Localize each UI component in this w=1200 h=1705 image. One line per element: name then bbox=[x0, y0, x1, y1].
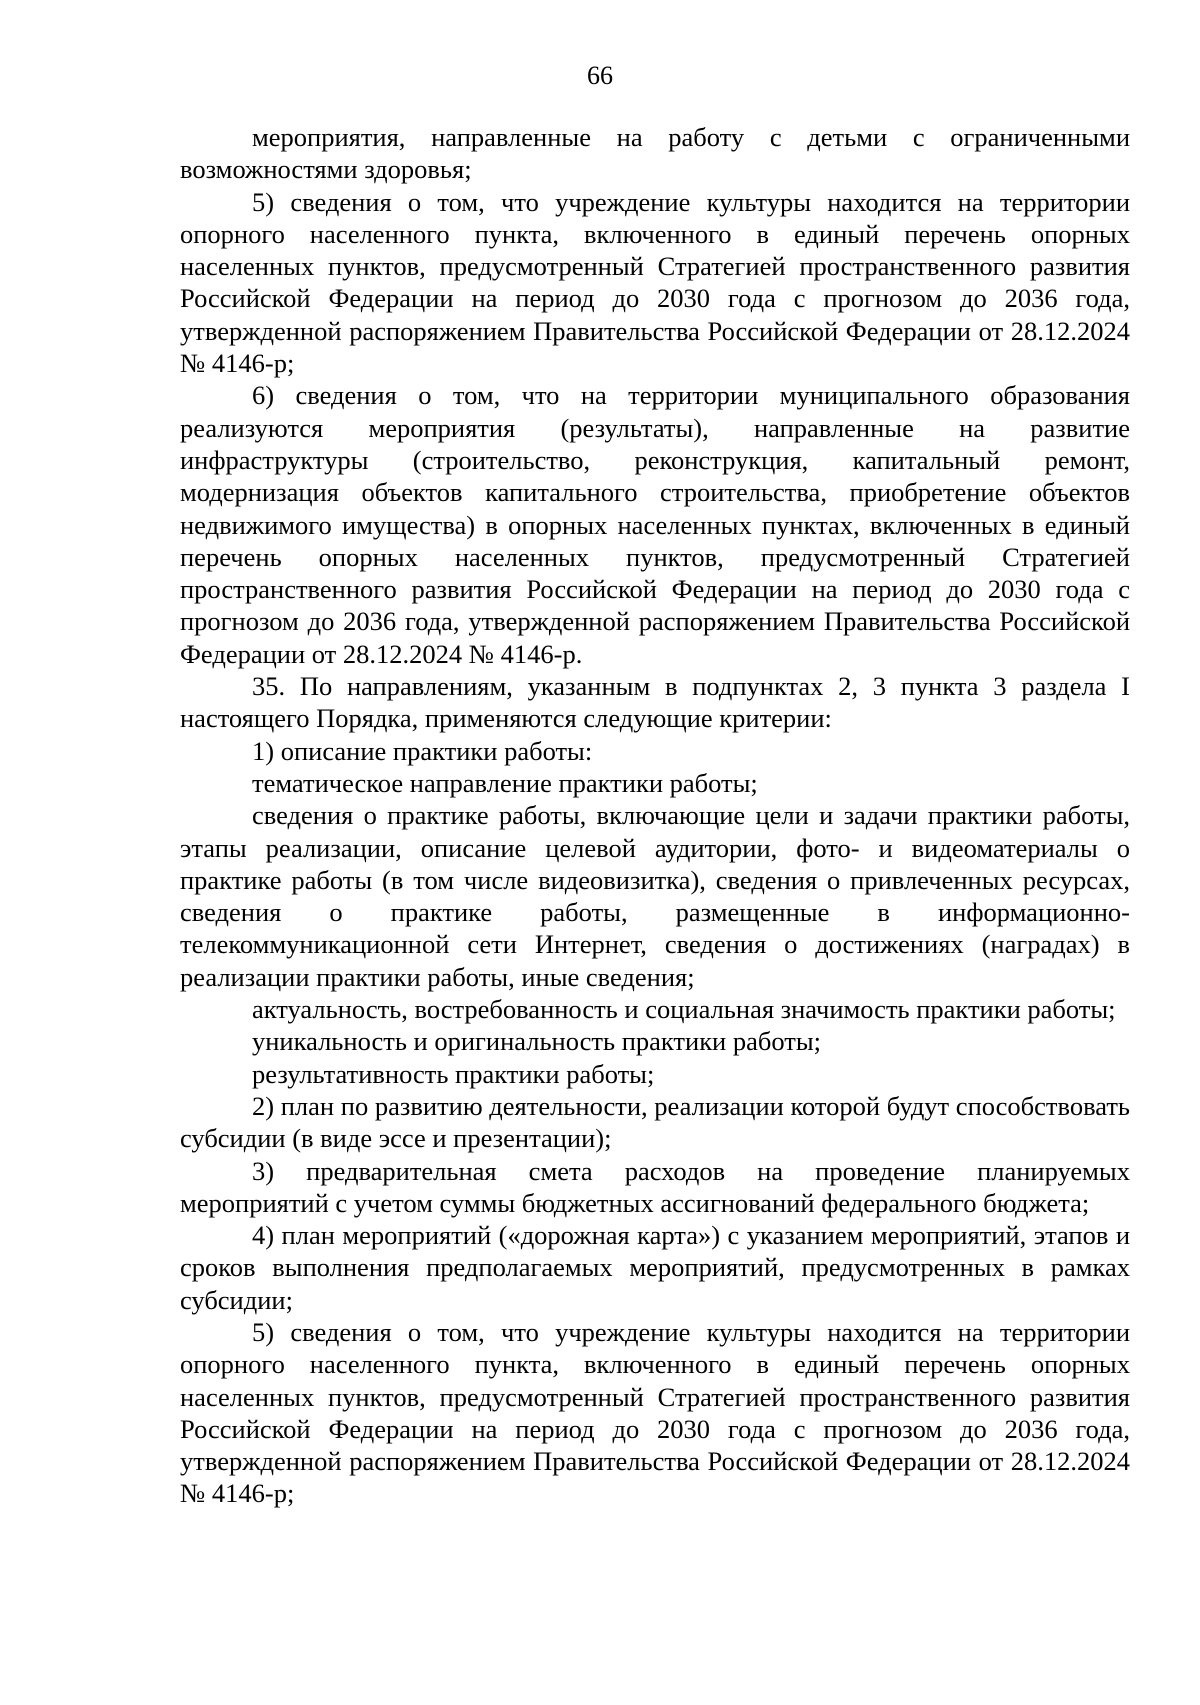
paragraph: 4) план мероприятий («дорожная карта») с указанием мероприятий, этапов и сроков выполнения предполагаемых мероприятий, предусмотренных в рамках субсидии; bbox=[180, 1220, 1130, 1315]
paragraph: 1) описание практики работы: bbox=[252, 735, 593, 766]
paragraph: 5) сведения о том, что учреждение культуры находится на территории опорного населенного пункта, включенного в единый перечень опорных населенных пунктов, предусмотренный Стратегией пространственного развития Российской Федерации на период до 2030 года с прогнозом до 2036 года, утвержденной распоряжением Правительства Российской Федерации от 28.12.2024 № 4146-р; bbox=[180, 186, 1130, 379]
paragraph: 3) предварительная смета расходов на проведение планируемых мероприятий с учетом суммы бюджетных ассигнований федерального бюджета; bbox=[180, 1155, 1130, 1218]
paragraph: результативность практики работы; bbox=[252, 1058, 655, 1089]
paragraph: 2) план по развитию деятельности, реализации которой будут способствовать субсидии (в виде эссе и презентации); bbox=[180, 1090, 1130, 1154]
paragraph: мероприятия, направленные на работу с детьми с ограниченными возможностями здоровья; bbox=[180, 122, 1130, 185]
paragraph: 6) сведения о том, что на территории муниципального образования реализуются мероприятия (результаты), направленные на развитие инфраструктуры (строительство, реконструкция, капитальный ремонт, модернизация объектов капитального строительства, приобретение объектов недвижимого имущества) в опорных населенных пунктах, включенных в единый перечень опорных населенных пунктов, предусмотренный Стратегией пространственного развития Российской Федерации на период до 2030 года с прогнозом до 2036 года, утвержденной распоряжением Правительства Российской Федерации от 28.12.2024 № 4146-р. bbox=[180, 380, 1130, 669]
paragraph: сведения о практике работы, включающие цели и задачи практики работы, этапы реализации, описание целевой аудитории, фото- и видеоматериалы о практике работы (в том числе видеовизитка), сведения о привлеченных ресурсах, сведения о практике работы, размещенные в информационно-телекоммуникационной сети Интернет, сведения о достижениях (наградах) в реализации практики работы, иные сведения; bbox=[180, 800, 1130, 992]
paragraph: 35. По направлениям, указанным в подпунктах 2, 3 пункта 3 раздела I настоящего Порядка, применяются следующие критерии: bbox=[180, 671, 1130, 734]
paragraph: уникальность и оригинальность практики работы; bbox=[252, 1026, 822, 1057]
paragraph: актуальность, востребованность и социальная значимость практики работы; bbox=[252, 994, 1116, 1025]
paragraph: 5) сведения о том, что учреждение культуры находится на территории опорного населенного пункта, включенного в единый перечень опорных населенных пунктов, предусмотренный Стратегией пространственного развития Российской Федерации на период до 2030 года с прогнозом до 2036 года, утвержденной распоряжением Правительства Российской Федерации от 28.12.2024 № 4146-р; bbox=[180, 1316, 1130, 1509]
page-number: 66 bbox=[587, 61, 613, 90]
paragraph: тематическое направление практики работы; bbox=[252, 767, 758, 798]
document-body bbox=[180, 121, 1130, 1510]
